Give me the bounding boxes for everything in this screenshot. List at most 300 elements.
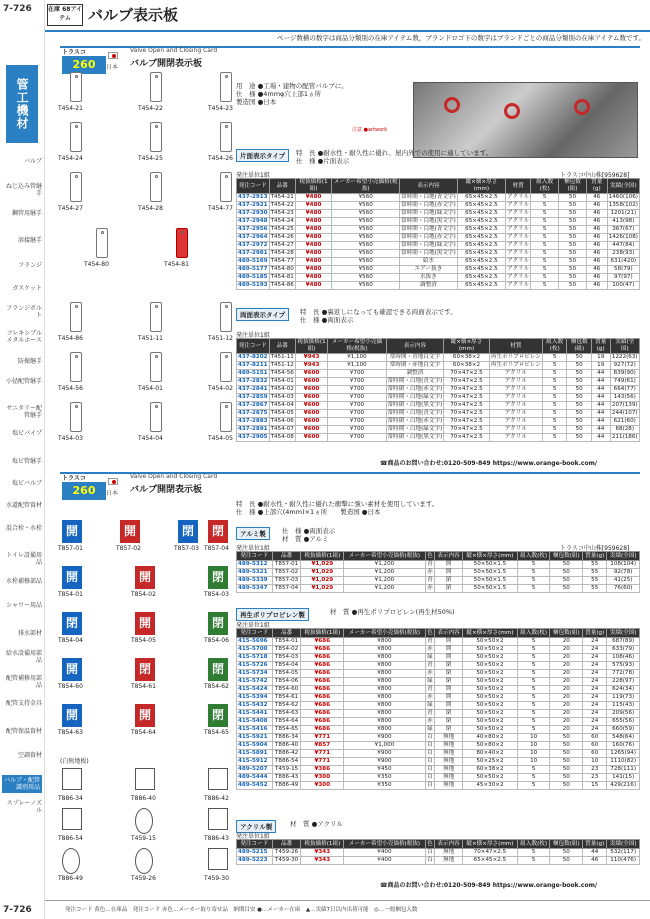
side-tab[interactable]: 混合栓・水栓 [5,525,42,532]
plate-hole [225,305,228,308]
order-code[interactable]: 437-2956 [238,226,268,232]
order-code[interactable]: 415-5408 [237,718,273,726]
side-tab[interactable]: 防振継手 [17,358,42,365]
table-cell: 1201(21) [607,210,639,218]
table-row[interactable] [237,718,640,726]
side-tab[interactable]: 配管保温資材 [5,728,42,735]
table-header-cell: メーカー希望小売価格(税抜) [344,552,426,561]
table-cell: 1426(108) [608,234,638,240]
table-header-cell: 組入数(枚) [531,179,559,194]
table-cell: 65×45×2.5 [457,210,505,218]
table-cell: ¥560 [332,258,400,266]
table-cell: ¥600 [295,426,328,434]
table-cell: 429(216) [607,782,640,790]
side-tab[interactable]: ねじ込み管継手 [5,183,42,197]
table-cell: 65×45×2.5 [457,258,505,266]
table-row[interactable] [237,426,640,434]
side-tab[interactable]: 配管補修用部品 [5,675,42,689]
table-cell: ¥480 [295,194,332,202]
table-header-cell: 表示内容 [435,552,463,561]
table-cell: 常時閉・白地(黒文字) [387,402,443,408]
order-code[interactable]: 415-5734 [237,670,273,678]
table-header-cell: 品番 [272,840,301,849]
table-header-cell: 組入数(枚) [517,552,550,561]
table-cell: 5 [531,274,559,282]
table-row[interactable] [237,670,640,678]
table-cell: 給水 [400,258,458,266]
order-code[interactable]: 437-2981 [238,250,268,256]
table-cell: 55 [583,585,607,593]
side-tab[interactable]: 配管支持金具 [5,700,42,707]
table-cell: 50×50×2 [463,774,518,782]
plate-part-number: T854-63 [58,729,83,736]
table-cell: 20 [550,718,583,726]
s1-a-type-tag: 片面表示タイプ [236,149,289,162]
side-tab[interactable]: ガスケット [12,285,42,292]
s1-spec-use: 用 途 ●工場・建物の配管バルブに。 [236,82,348,90]
table-cell: 46 [586,250,607,258]
side-tab[interactable]: 小径配管継手 [5,378,42,385]
table-cell: 5 [517,782,550,790]
order-code[interactable]: 415-5726 [237,662,273,670]
table-cell: ¥300 [301,774,344,782]
table-cell: T454-25 [270,226,294,232]
valve-card-plate [220,72,232,102]
plate-hole [75,75,78,78]
table-row[interactable] [237,726,640,734]
table-header-cell: 実績(全国) [607,629,640,638]
table-cell: 50×50×2 [463,686,518,694]
side-tab[interactable]: 水道配管資材 [5,502,42,509]
blank-plate [208,808,228,830]
table-row[interactable] [237,418,640,426]
valve-sign-plate: 閉 [208,566,228,589]
category-tab[interactable]: 管工機材 [6,65,38,143]
order-code[interactable]: 415-5891 [237,750,273,758]
table-row[interactable] [237,354,640,362]
table-cell: ¥700 [328,410,386,418]
table-row[interactable] [237,585,640,593]
table-cell: T854-65 [272,726,301,734]
table-cell: ¥700 [328,378,386,386]
side-tab[interactable]: 給水設備用部品 [5,650,42,664]
valve-wheel-icon [574,99,590,115]
table-cell: 60 [583,742,607,750]
table-row[interactable] [237,638,640,646]
table-row[interactable] [237,662,640,670]
table-cell: 238(93) [607,250,639,258]
table-cell: 58(79) [607,266,639,274]
plate-part-number: T454-80 [84,261,109,268]
table-cell: 728(111) [607,766,640,774]
table-cell: ¥686 [301,726,344,734]
order-code[interactable]: 437-2867 [238,402,268,408]
order-code[interactable]: 415-5441 [237,710,273,718]
table-cell: ¥943 [295,362,328,370]
table-cell: アクリル [489,434,542,442]
table-cell: 常時閉・白地(赤文字) [387,418,443,424]
plate-hole [75,125,78,128]
order-code[interactable]: 415-5416 [237,726,273,734]
table-cell: 660(59) [607,726,640,734]
blank-plate [62,848,80,874]
table-cell: ¥900 [344,750,426,758]
table-cell: ¥1,100 [328,362,386,370]
table-cell: 19 [591,354,610,362]
order-code[interactable]: 415-5432 [237,702,273,710]
table-row[interactable] [237,378,640,386]
order-code[interactable]: 437-2964 [238,234,268,240]
table-cell: 44 [591,434,610,442]
valve-sign-plate: 開 [120,520,140,543]
table-cell: 開 [435,702,463,710]
table-row[interactable] [237,402,640,410]
table-cell: ¥600 [295,434,328,442]
table-cell: 70×47×2.5 [444,410,489,418]
order-code[interactable]: 437-2883 [238,418,268,424]
table-row[interactable] [237,410,640,418]
valve-sign-plate: 閉 [208,612,228,635]
order-code[interactable]: 437-8211 [238,362,268,368]
table-row[interactable] [237,569,640,577]
order-code[interactable]: 437-2875 [238,410,268,416]
table-row[interactable] [237,774,640,782]
order-code[interactable]: 437-2921 [238,202,268,208]
table-header-cell: 縦×横×厚さ(mm) [457,179,505,194]
table-row[interactable] [237,202,640,210]
table-cell: 108(104) [607,561,640,569]
table-cell: 20 [550,662,583,670]
plate-part-number: T854-02 [131,591,156,598]
valve-card-plate [220,172,232,202]
order-code[interactable]: 489-5193 [238,282,268,288]
plate-part-number: T886-34 [58,795,83,802]
side-tab[interactable]: フランジボルト [6,305,42,319]
table-cell: アクリル [489,402,542,410]
table-row[interactable] [237,226,640,234]
order-code[interactable]: 437-8202 [238,354,268,360]
plate-part-number: T857-04 [204,545,229,552]
table-row[interactable] [237,370,640,378]
plate-part-number: T454-23 [208,105,233,112]
table-cell: アクリル [507,258,530,264]
table-cell: 46 [586,234,607,242]
table-header-cell: 材質 [506,179,531,194]
table-cell: 50 [550,774,583,782]
side-tab[interactable]: 鋼管用継手 [11,210,42,217]
table-cell: 664(77) [610,386,639,394]
table-cell: 20 [550,646,583,654]
table-cell: 開 [435,654,463,662]
order-code[interactable]: 437-2859 [238,394,268,400]
table-cell: ¥480 [295,226,332,234]
plate-hole [225,175,228,178]
table-cell: T454-02 [270,386,294,392]
plate-hole [225,125,228,128]
table-cell: 5 [531,250,559,258]
order-code[interactable]: 489-5321 [237,569,273,577]
table-cell: ¥686 [301,686,344,694]
table-row[interactable] [237,646,640,654]
table-row[interactable] [237,242,640,250]
s1-b-unit: 発注単位1組 [236,332,270,339]
order-code[interactable]: 489-5207 [237,766,273,774]
table-cell: T454-27 [270,242,294,248]
order-code[interactable]: 415-5912 [237,758,273,766]
table-cell: ¥600 [295,418,328,426]
table-header-cell: 質量(g) [591,339,610,354]
order-code[interactable]: 489-5215 [237,849,273,857]
order-code[interactable]: 489-5339 [237,577,273,585]
table-cell: アクリル [489,370,542,378]
table-row[interactable] [237,561,640,569]
side-tab[interactable]: フレキシブルメタルホース [6,330,42,344]
table-row[interactable] [237,678,640,686]
side-tab[interactable]: サニタリー配管継手 [6,405,42,419]
table-cell: 15 [583,782,607,790]
table-cell: ¥480 [295,218,332,226]
table-row[interactable] [237,694,640,702]
side-tab[interactable]: フランジ [18,262,42,269]
side-tab[interactable]: トイレ設備用品 [6,552,42,566]
order-code[interactable]: 415-5700 [237,646,273,654]
table-cell: 532(117) [607,849,640,857]
valve-sign-plate: 開 [135,566,155,589]
table-header-cell: メーカー希望小売価格(税抜) [344,629,426,638]
table-row[interactable] [237,782,640,790]
page-note: ページ数横の数字は商品分類別の在庫アイテム数，ブランドロゴ下の数字はブランドごとの商品分類別の在庫アイテム数です。 [276,34,645,42]
table-cell: T454-81 [270,274,294,280]
table-cell: 92(78) [607,569,640,577]
table-header-cell: 発注コード [237,840,273,849]
table-cell: 44 [583,849,607,857]
table-row[interactable] [237,702,640,710]
table-cell: 447(84) [607,242,639,250]
table-cell: 633(79) [607,646,640,654]
table-row[interactable] [237,282,640,290]
table-cell: 50 [567,402,591,410]
footer-page-number: 7-726 [3,905,32,915]
table-cell: ¥480 [295,210,332,218]
table-cell: 開 [435,686,463,694]
table-cell: 緑 [427,726,433,732]
table-cell: 44 [591,410,610,418]
table-cell: 119(73) [607,694,640,702]
table-cell: 無地 [435,750,463,758]
table-row[interactable] [237,194,640,202]
table-cell: 5 [517,718,550,726]
table-cell: 45×30×2 [463,782,518,790]
table-cell: 141(15) [607,774,640,782]
table-cell: ¥800 [344,694,426,702]
table-cell: ¥1,029 [301,569,344,577]
table-row[interactable] [237,274,640,282]
order-code[interactable]: 415-5696 [237,638,273,646]
table-header-cell: 質量(g) [586,179,607,194]
table-cell: 50 [567,394,591,402]
table-row[interactable] [237,577,640,585]
order-code[interactable]: 437-2913 [238,194,268,200]
plate-part-number: T454-81 [164,261,189,268]
side-tab[interactable]: 溶接継手 [17,237,42,244]
side-tab[interactable]: 塩ビパイプ [12,430,42,437]
table-header-cell: 表示内容 [386,339,444,354]
table-header-row [237,179,640,194]
table-header-cell: 発注コード [237,552,273,561]
order-code[interactable]: 489-5185 [238,274,268,280]
table-cell: 65×45×2.5 [463,857,518,865]
table-row[interactable] [237,434,640,442]
table-cell: 5 [542,434,566,442]
order-code[interactable]: 415-5424 [237,686,273,694]
table-cell: 5 [542,386,566,394]
table-row[interactable] [237,258,640,266]
side-tab[interactable]: 塩ビ管継手 [11,458,42,465]
order-code[interactable]: 437-2891 [238,426,268,432]
plate-part-number: T854-61 [131,683,156,690]
table-row[interactable] [237,362,640,370]
plate-part-number: T454-24 [58,155,83,162]
plate-hole [155,355,158,358]
table-row[interactable] [237,742,640,750]
s2-contact[interactable]: ☎商品のお問い合わせ:0120-509-849 https://www.orange-book.com/ [380,882,598,889]
table-cell: 1460(106) [608,194,638,200]
table-row[interactable] [237,710,640,718]
table-row[interactable] [237,758,640,766]
table-row[interactable] [237,234,640,242]
table-row[interactable] [237,857,640,865]
order-code[interactable]: 489-5347 [237,585,273,593]
plate-hole [155,405,158,408]
order-code[interactable]: 415-5742 [237,678,273,686]
table-row[interactable] [237,218,640,226]
table-cell: 244(107) [611,410,638,416]
s1-spec-origin: 製造国 ●日本 [236,98,277,106]
table-header-cell: 実績(全国) [607,840,640,849]
table-cell: 5 [517,710,550,718]
s2-pp-unit: 発注単位1組 [236,622,270,629]
plate-part-number: T454-77 [208,205,233,212]
table-row[interactable] [237,394,640,402]
table-cell: 50×80×2 [463,742,518,750]
order-code[interactable]: 415-5718 [237,654,273,662]
order-code[interactable]: 489-5452 [237,782,273,790]
table-cell: 50 [559,226,587,234]
table-cell: ¥943 [295,354,328,362]
side-tab[interactable]: バルブ・配管識別用品 [4,777,41,791]
table-cell: 44 [591,370,610,378]
table-cell: 20 [550,654,583,662]
order-code[interactable]: 437-2930 [238,210,268,216]
order-code[interactable]: 489-5312 [237,561,273,569]
table-row[interactable] [237,250,640,258]
side-tab[interactable]: バルブ [23,158,42,165]
table-cell: 緑 [427,702,433,708]
table-cell: ¥560 [332,218,400,226]
order-code[interactable]: 437-2948 [238,218,268,224]
table-row[interactable] [237,266,640,274]
table-cell: 211(186) [611,434,638,440]
table-cell: T854-06 [272,678,301,686]
table-cell: 24 [583,678,607,686]
side-tab[interactable]: シャワー用品 [6,602,42,609]
table-header-cell: 質量(g) [583,840,607,849]
table-cell: ¥600 [295,410,328,418]
plate-part-number: T854-65 [204,729,229,736]
side-tab[interactable]: 塩ビバルブ [11,480,42,487]
s2-al-stock: トラスコ中山株[959628] [560,545,630,552]
s1-b-spec-feature: 特 長 ●裏返しになっても確認できる両面表示です。 [300,308,457,316]
table-cell: 常時開・白地(緑文字) [401,242,456,248]
table-cell: ¥600 [295,386,328,394]
order-code[interactable]: 437-2832 [238,378,268,384]
order-code[interactable]: 489-5223 [237,857,273,865]
s1-contact[interactable]: ☎商品のお問い合わせ:0120-509-849 https://www.orange-book.com/ [380,460,598,467]
order-code[interactable]: 415-5394 [237,694,273,702]
order-code[interactable]: 415-5921 [237,734,273,742]
table-header-cell: 税抜価格(1組) [301,629,344,638]
table-cell: 5 [517,585,550,593]
order-code[interactable]: 437-2972 [238,242,268,248]
order-code[interactable]: 437-2841 [238,386,268,392]
s1-origin: 日本 [106,64,119,71]
table-cell: ¥686 [301,662,344,670]
order-code[interactable]: 415-5904 [237,742,273,750]
table-cell: アクリル [507,266,530,272]
table-cell: ¥1,200 [344,585,426,593]
table-row[interactable] [237,386,640,394]
order-code[interactable]: 489-5177 [238,266,268,272]
side-tab[interactable]: 水栓補修部品 [5,578,42,585]
table-cell: ¥560 [332,210,400,218]
table-cell: ¥400 [344,857,426,865]
table-cell: T454-77 [270,258,294,264]
table-cell: ¥600 [295,370,328,378]
order-code[interactable]: 489-5169 [238,258,268,264]
table-cell: 24 [583,654,607,662]
table-row[interactable] [237,766,640,774]
table-cell: 70×47×2.5 [444,426,489,434]
order-code[interactable]: 437-2905 [238,434,268,440]
table-row[interactable] [237,734,640,742]
table-row[interactable] [237,654,640,662]
order-code[interactable]: 489-5444 [237,774,273,782]
table-cell: ¥560 [332,202,400,210]
order-code[interactable]: 489-5151 [238,370,268,376]
table-row[interactable] [237,750,640,758]
table-row[interactable] [237,849,640,857]
s2-rating: 260 [62,482,106,500]
table-cell: 44 [591,418,610,426]
side-tab[interactable]: 空調資材 [17,752,42,759]
s2-pp-spec: 材 質 ●再生ポリプロピレン(再生材50%) [330,608,455,616]
table-cell: ¥800 [344,726,426,734]
plate-part-number: T454-04 [138,435,163,442]
s1-a-table [236,178,640,290]
table-cell: ¥800 [344,638,426,646]
table-cell: 50 [550,782,583,790]
table-cell: 水抜き [400,274,458,282]
table-cell: 70×47×2.5 [444,418,489,426]
table-row[interactable] [237,210,640,218]
side-tab[interactable]: 排水部材 [17,630,42,637]
table-cell: 46 [586,194,607,202]
table-cell: 50 [550,569,583,577]
table-row[interactable] [237,686,640,694]
table-cell: ¥600 [295,394,328,402]
side-tab[interactable]: スプレーノズル [6,800,42,814]
table-cell: 50 [567,410,591,418]
